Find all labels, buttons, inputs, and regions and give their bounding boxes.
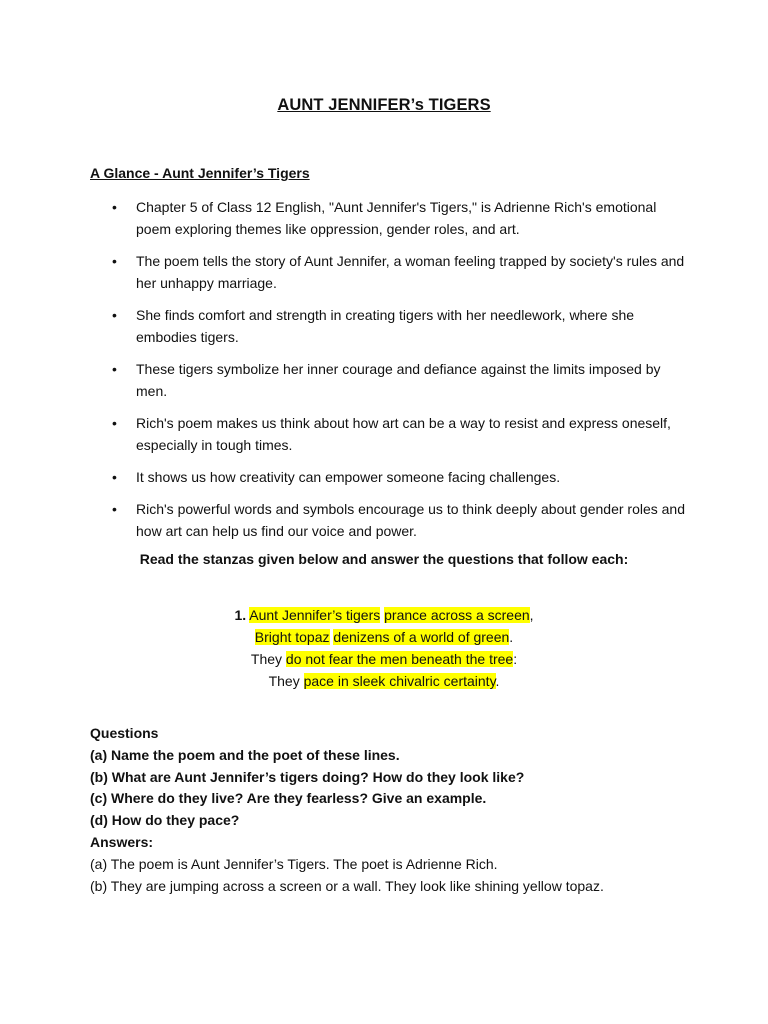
answers-heading: Answers: — [90, 833, 154, 850]
punctuation: . — [495, 673, 500, 689]
question-item: (d) How do they pace? — [90, 812, 240, 829]
section-heading: A Glance - Aunt Jennifer’s Tigers — [90, 165, 310, 181]
poem-stanza — [0, 604, 768, 692]
stanza-line-1 — [0, 604, 768, 626]
highlighted-phrase: do not fear the men beneath the tree — [285, 651, 514, 667]
line-word: They — [268, 673, 300, 689]
line-word: They — [250, 651, 283, 667]
highlighted-phrase: prance across a screen — [384, 607, 530, 623]
question-item: (a) Name the poem and the poet of these lines. — [90, 746, 400, 763]
highlighted-phrase: pace in sleek chivalric certainty — [303, 673, 496, 689]
bullet-item: • Rich's powerful words and symbols encourage us to think deeply about gender roles and how art can help us find our voice and power. — [90, 498, 690, 542]
punctuation: , — [529, 607, 534, 623]
stanza-line-3 — [0, 648, 768, 670]
highlighted-phrase: denizens of a world of green — [333, 629, 510, 645]
punctuation: : — [513, 651, 518, 667]
bullet-item: • These tigers symbolize her inner courage and defiance against the limits imposed by men. — [90, 358, 690, 402]
questions-answers-block — [90, 723, 710, 897]
stanza-line-4 — [0, 670, 768, 692]
highlighted-phrase: Aunt Jennifer’s tigers — [249, 607, 381, 623]
bullet-item: • Chapter 5 of Class 12 English, "Aunt Jennifer's Tigers," is Adrienne Rich's emotional poem exploring themes like oppression, gender roles, and art. — [90, 196, 690, 240]
bullet-item: • Rich's poem makes us think about how art can be a way to resist and express oneself, especially in tough times. — [90, 412, 690, 456]
answer-item: (b) They are jumping across a screen or a wall. They look like shining yellow topaz. — [90, 877, 604, 894]
stanza-line-2 — [0, 626, 768, 648]
question-item: (b) What are Aunt Jennifer’s tigers doing? How do they look like? — [90, 768, 525, 785]
stanza-number: 1. — [234, 607, 247, 623]
instruction-text: Read the stanzas given below and answer the questions that follow each: — [139, 551, 629, 567]
summary-bullet-list — [90, 196, 690, 552]
answer-item: (a) The poem is Aunt Jennifer’s Tigers. The poet is Adrienne Rich. — [90, 855, 498, 872]
highlighted-phrase: Bright topaz — [254, 629, 330, 645]
bullet-item: • She finds comfort and strength in creating tigers with her needlework, where she embodies tigers. — [90, 304, 690, 348]
bullet-item: • The poem tells the story of Aunt Jennifer, a woman feeling trapped by society's rules and her unhappy marriage. — [90, 250, 690, 294]
bullet-item: • It shows us how creativity can empower someone facing challenges. — [90, 466, 690, 488]
questions-heading: Questions — [90, 725, 159, 741]
question-item: (c) Where do they live? Are they fearless? Give an example. — [90, 790, 487, 807]
punctuation: . — [509, 629, 514, 645]
document-title: AUNT JENNIFER’s TIGERS — [277, 96, 491, 114]
